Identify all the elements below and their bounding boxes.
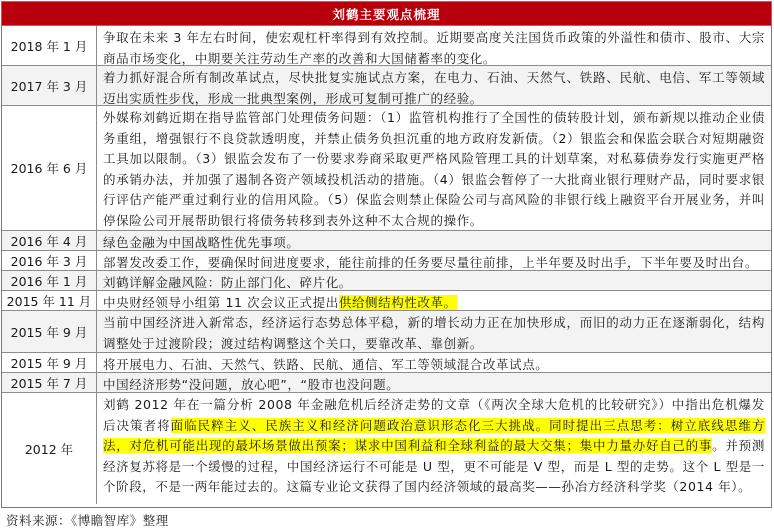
row-text-plain: 中央财经领导小组第 11 次会议正式提出	[103, 295, 339, 310]
source-note: 资料来源：《博瞻智库》整理	[6, 513, 169, 528]
row-date: 2016 年 6 月	[2, 106, 97, 230]
row-text: 部署发改委工作，要确保时间进度要求，能往前排的任务要尽量往前排，上半年要及时出手，下半年要及时出台。	[103, 255, 759, 270]
table-row	[2, 271, 771, 291]
row-text: 争取在未来 3 年左右时间，使宏观杠杆率得到有效控制。近期要高度关注国货币政策的外溢性和债市、股市、大宗商品市场变化，中期要关注劳动生产率的改善和大国储蓄率的变化。	[103, 30, 765, 66]
row-date: 2015 年 7 月	[2, 373, 97, 392]
table-row	[2, 66, 771, 106]
row-text: 中国经济形势“没问题，放心吧”，“股市也没问题。	[103, 377, 400, 392]
row-text: 外媒称刘鹤近期在指导监管部门处理债务问题：（1）监管机构推行了全国性的债转股计划，颁布新规以推动企业债务重组，增强银行不良贷款透明度，并禁止债务负担沉重的地方政府发新债。（2）银监会和保监会联合对短期融资工具加以限制。（3）银监会发布了一份要求券商采取更严格风险管理工具的计划草案，对私募债券发行实施更严格的承销办法，并加强了遏制各资产领域投机活动的措施。（4）银监会暂停了一大批商业银行理财产品，同时要求银行评估产能严重过剩行业的信用风险。（5）保监会则禁止保险公司与高风险的非银行线上融资平台开展业务，并叫停保险公司开展帮助银行将债务转移到表外这种不太合规的操作。	[103, 110, 765, 228]
table-row	[2, 251, 771, 271]
highlighted-text: 供给侧结构性改革。	[338, 295, 457, 310]
row-date: 2015 年 11 月	[2, 291, 97, 310]
row-date: 2018 年 1 月	[2, 26, 97, 65]
row-date: 2016 年 3 月	[2, 251, 97, 270]
row-text	[97, 291, 771, 310]
row-text: 刘鹤详解金融风险：防止部门化、碎片化。	[103, 275, 352, 290]
row-text: 着力抓好混合所有制改革试点，尽快批复实施试点方案，在电力、石油、天然气、铁路、民航、电信、军工等领域迈出实质性步伐，形成一批典型案例，形成可复制可推广的经验。	[103, 70, 765, 106]
table-row	[2, 353, 771, 373]
row-text-plain: 刘鹤 2012 年在一篇分析 2008 年金融危机后经济走势的文章（《两次全球大危机的比较研究》）中指出危机爆发后决策者将	[103, 397, 765, 433]
viewpoints-table	[1, 1, 772, 508]
row-date: 2017 年 3 月	[2, 66, 97, 105]
row-text	[97, 393, 771, 504]
row-text-plain: 。并预测经济复苏将是一个缓慢的过程，中国经济运行不可能是 U 型，更不可能是 V 型，而是 L 型的走势。这个 L 型是一个阶段，不是一两年能过去的。这篇专业论文获得了国内经济领域的最高奖——孙冶方经济科学奖（2014 年）。	[103, 438, 765, 494]
row-date: 2012 年	[2, 393, 97, 504]
table-row	[2, 26, 771, 66]
row-date: 2016 年 4 月	[2, 231, 97, 250]
table-row	[2, 373, 771, 393]
row-text: 绿色金融为中国战略性优先事项。	[103, 235, 300, 250]
row-date: 2016 年 1 月	[2, 271, 97, 290]
row-text: 将开展电力、石油、天然气、铁路、民航、通信、军工等领域混合改革试点。	[103, 357, 549, 372]
row-date: 2015 年 9 月	[2, 311, 97, 352]
table-row	[2, 106, 771, 231]
row-date: 2015 年 9 月	[2, 353, 97, 372]
row-text: 当前中国经济进入新常态，经济运行态势总体平稳，新的增长动力正在加快形成，而旧的动力正在逐渐弱化，结构调整处于过渡阶段；渡过结构调整这个关口，要靠改革、靠创新。	[103, 315, 765, 351]
table-row	[2, 393, 771, 504]
table-title: 刘鹤主要观点梳理	[2, 2, 771, 26]
table-row	[2, 311, 771, 353]
table-body	[2, 26, 771, 507]
table-row	[2, 231, 771, 251]
highlighted-text: 面临民粹主义、民族主义和经济问题政治意识形态化三大挑战。同时提出三点思考：树立底线思维方法，对危机可能出现的最坏场景做出预案；谋求中国利益和全球利益的最大交集；集中力量办好自己的事	[103, 417, 765, 453]
table-row	[2, 291, 771, 311]
